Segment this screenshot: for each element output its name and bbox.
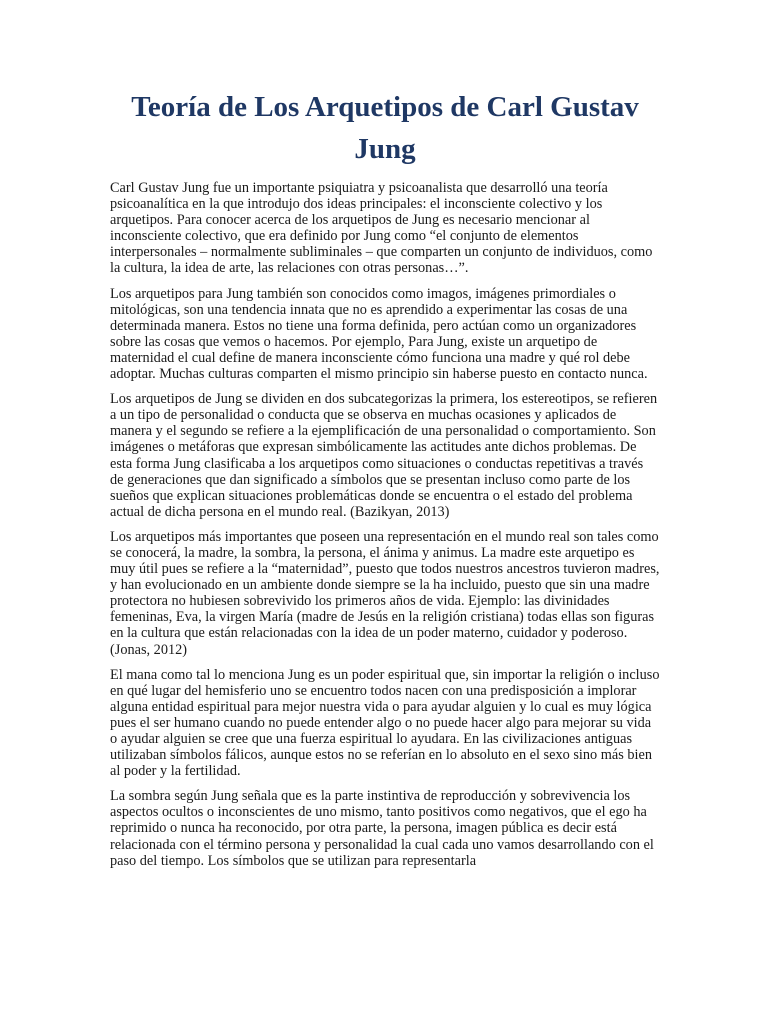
paragraph-4: Los arquetipos más importantes que poseen una representación en el mundo real son tales como se conocerá, la madre, la sombra, la persona, el ánima y animus. La madre este arquetipo es muy útil pues se refiere a la “maternidad”, puesto que todos nuestros ancestros tuvieron madres, y han evolucionado en un ambiente donde siempre se la ha incluido, puesto que sin una madre protectora no hubiesen sobrevivido los primeros años de vida. Ejemplo: las divinidades femeninas, Eva, la virgen María (madre de Jesús en la religión cristiana) todas ellas son figuras en la cultura que están relacionadas con la idea de un poder materno, cuidador y poderoso.(Jonas, 2012): [110, 528, 660, 658]
paragraph-1: Carl Gustav Jung fue un importante psiquiatra y psicoanalista que desarrolló una teoría psicoanalítica en la que introdujo dos ideas principales: el inconsciente colectivo y los arquetipos. Para conocer acerca de los arquetipos de Jung es necesario mencionar al inconsciente colectivo, que era definido por Jung como “el conjunto de elementos interpersonales – normalmente subliminales – que comparten un conjunto de individuos, como la cultura, la idea de arte, las relaciones con otras personas…”.: [110, 180, 653, 277]
paragraph-5: El mana como tal lo menciona Jung es un poder espiritual que, sin importar la religión o incluso en qué lugar del hemisferio uno se encuentro todos nacen con una predisposición a implorar alguna entidad espiritual para mejor nuestra vida o para ayudar alguien y lo cual es muy lógica pues el ser humano cuando no puede entender algo o no puede hacer algo para mejorar su vida o ayudar alguien se cree que una fuerza espiritual lo ayudara. En las civilizaciones antiguas utilizaban símbolos fálicos, aunque estos no se referían en lo absoluto en el sexo sino más bien al poder y la fertilidad.: [110, 666, 660, 780]
paragraph-6: La sombra según Jung señala que es la parte instintiva de reproducción y sobrevivencia los aspectos ocultos o inconscientes de uno mismo, tanto positivos como negativos, que el ego ha reprimido o nunca ha reconocido, por otra parte, la persona, imagen pública es decir está relacionada con el término persona y personalidad la cual cada uno vamos desarrollando con el paso del tiempo. Los símbolos que se utilizan para representarla: [110, 788, 654, 869]
document-title: Teoría de Los Arquetipos de Carl Gustav Jung: [131, 91, 639, 165]
paragraph-3: Los arquetipos de Jung se dividen en dos subcategorizas la primera, los estereotipos, se refieren a un tipo de personalidad o conducta que se observa en muchas ocasiones y aplicados de manera y el segundo se refiere a la ejemplificación de una personalidad o comportamiento. Son imágenes o metáforas que expresan simbólicamente las actitudes ante dichos problemas. De esta forma Jung clasificaba a los arquetipos como situaciones o conductas repetitivas a través de generaciones que dan significado a símbolos que se presentan incluso como parte de los sueños que explican situaciones problemáticas donde se encuentra o el estado del problema actual de dicha persona en el mundo real. (Bazikyan, 2013): [110, 391, 658, 520]
paragraph-2: Los arquetipos para Jung también son conocidos como imagos, imágenes primordiales o mitológicas, son una tendencia innata que no es aprendido a experimentar las cosas de una determinada manera. Estos no tiene una forma definida, pero actúan como un organizadores sobre las cosas que vemos o hacemos. Por ejemplo, Para Jung, existe un arquetipo de maternidad el cual define de manera inconsciente cómo funciona una madre y qué rol debe adoptar. Muchas culturas comparten el mismo principio sin haberse puesto en contacto nunca.: [110, 285, 648, 383]
